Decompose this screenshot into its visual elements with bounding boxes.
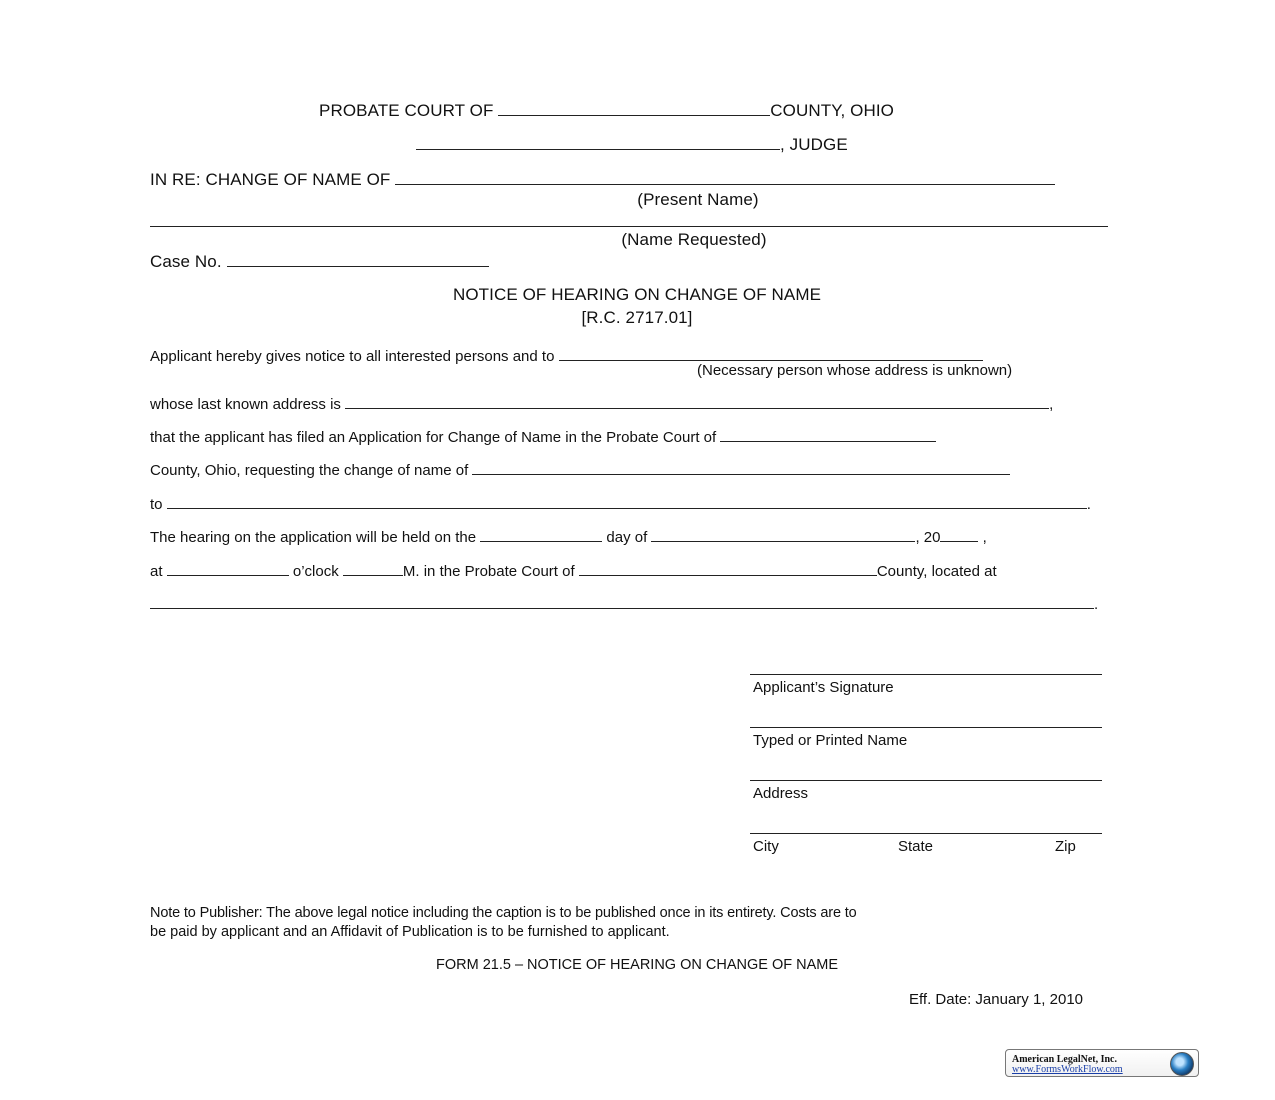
applicant-signature-field[interactable] [750,674,1102,675]
in-re-label: IN RE: CHANGE OF NAME OF [150,170,391,189]
statute-reference: [R.C. 2717.01] [581,308,693,327]
hearing-county-field[interactable] [579,561,877,576]
body-line-2 [150,394,1053,412]
present-name-field[interactable] [395,170,1055,185]
body-line-7 [150,561,997,579]
am-pm-field[interactable] [343,561,403,576]
printed-name-label: Typed or Printed Name [753,732,908,749]
judge-label: , JUDGE [780,135,848,154]
logo-company-name: American LegalNet, Inc. [1012,1054,1117,1065]
body-line-8 [150,594,1098,612]
printed-name-field[interactable] [750,727,1102,728]
body-text: to [150,496,163,513]
body-line-4 [150,460,1010,478]
current-name-field[interactable] [472,460,1010,475]
punctuation: . [1086,496,1091,513]
court-location-field[interactable] [150,594,1094,609]
body-line-3 [150,427,936,445]
globe-icon [1170,1052,1194,1076]
hearing-month-field[interactable] [651,527,915,542]
case-number-line [150,252,489,270]
last-known-address-field[interactable] [345,394,1049,409]
body-text: day of [606,529,648,546]
necessary-person-caption: (Necessary person whose address is unknown) [697,362,1013,379]
hearing-day-field[interactable] [480,527,602,542]
name-requested-field[interactable] [150,226,1108,227]
necessary-person-field[interactable] [559,346,983,361]
city-state-zip-field[interactable] [750,833,1102,834]
name-requested-caption: (Name Requested) [621,230,767,249]
state-label: State [898,838,934,855]
court-heading [319,101,894,119]
body-text: , 20 [915,529,941,546]
address-field[interactable] [750,780,1102,781]
american-legalnet-logo[interactable] [1005,1049,1199,1077]
body-text: County, located at [876,563,997,580]
logo-url-link[interactable]: www.FormsWorkFlow.com [1012,1064,1123,1075]
probate-county-field[interactable] [720,427,936,442]
hearing-hour-field[interactable] [167,561,289,576]
court-prefix: PROBATE COURT OF [319,101,494,120]
form-identifier: FORM 21.5 – NOTICE OF HEARING ON CHANGE OF NAME [435,957,839,973]
form-title: NOTICE OF HEARING ON CHANGE OF NAME [452,285,822,304]
body-text: M. in the Probate Court of [402,563,575,580]
body-text: whose last known address is [150,396,341,413]
address-label: Address [753,785,809,802]
new-name-field[interactable] [167,494,1087,509]
punctuation: , [978,529,987,546]
body-text: Applicant hereby gives notice to all interested persons and to [150,348,555,365]
body-text: The hearing on the application will be held on the [150,529,477,546]
city-label: City [753,838,779,855]
zip-label: Zip [1055,838,1076,855]
judge-line [416,135,848,153]
case-no-label: Case No. [150,252,222,271]
body-text: County, Ohio, requesting the change of name of [150,462,469,479]
publisher-note: Note to Publisher: The above legal notice including the caption is to be published once in its entirety. Costs are to [150,905,857,921]
court-suffix: COUNTY, OHIO [770,101,894,120]
judge-name-field[interactable] [416,135,780,150]
punctuation: , [1049,396,1054,413]
body-line-5 [150,494,1091,512]
body-text: at [150,563,163,580]
present-name-caption: (Present Name) [637,190,759,209]
body-text: that the applicant has filed an Application for Change of Name in the Probate Court of [150,429,717,446]
in-re-line [150,170,1055,188]
applicant-signature-label: Applicant’s Signature [753,679,894,696]
publisher-note-line-2: be paid by applicant and an Affidavit of Publication is to be furnished to applicant. [150,924,670,940]
punctuation: . [1094,596,1099,613]
case-number-field[interactable] [227,252,489,267]
effective-date: Eff. Date: January 1, 2010 [909,991,1084,1008]
hearing-year-field[interactable] [940,527,978,542]
body-line-6 [150,527,987,545]
body-text: o’clock [292,563,339,580]
county-field[interactable] [498,101,770,116]
